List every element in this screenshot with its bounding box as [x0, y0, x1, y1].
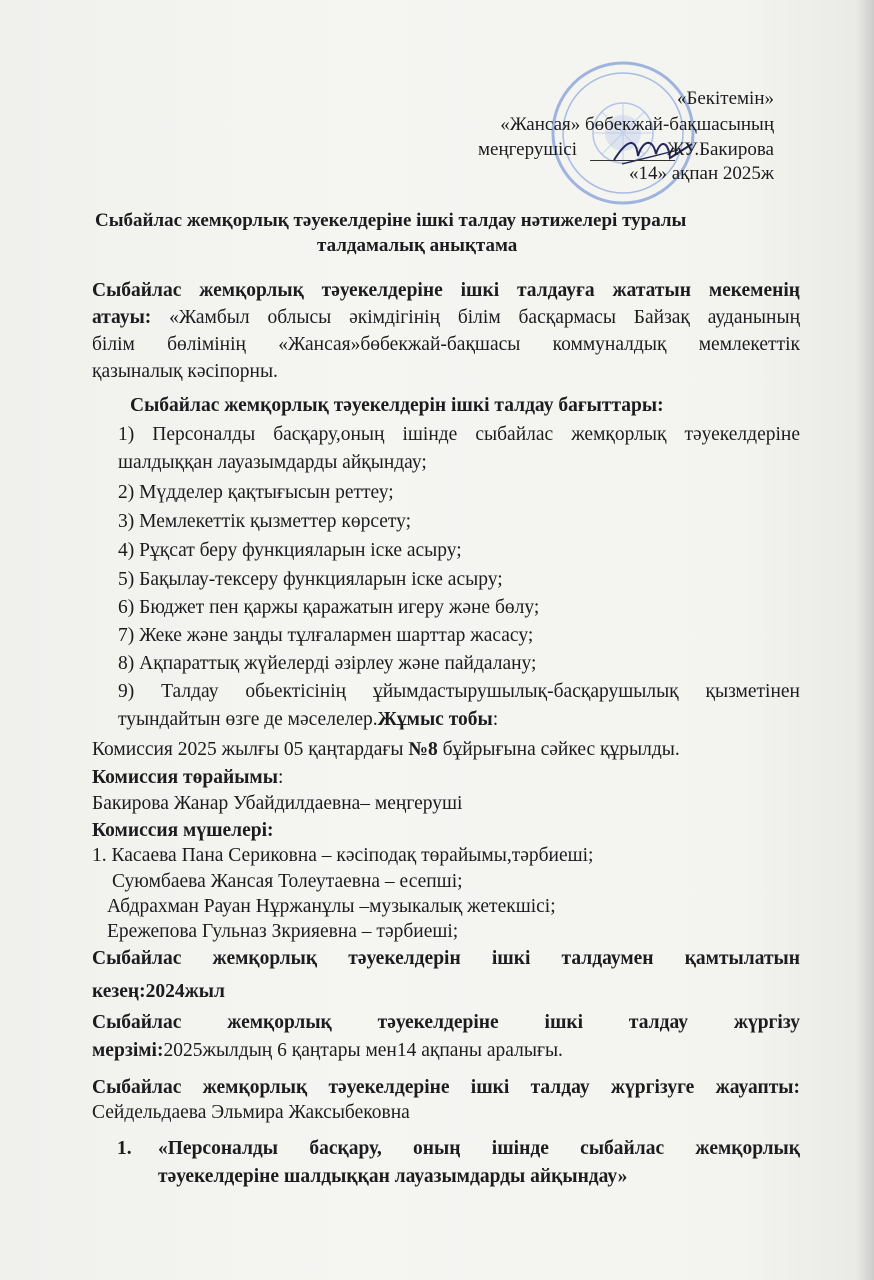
- direction-item-5: 5) Бақылау-тексеру функцияларын іске асыру;: [118, 569, 503, 590]
- direction-item-8: 8) Ақпараттық жүйелерді әзірлеу және пайдалану;: [118, 653, 537, 674]
- term-label: мерзімі:: [92, 1040, 164, 1061]
- chair-label-line: [92, 767, 283, 789]
- section1-title-line1: «Персоналды басқару, оның ішінде сыбайлас жемқорлық: [158, 1138, 800, 1159]
- commission-created-a: Комиссия 2025 жылғы 05 қаңтардағы: [92, 739, 404, 760]
- direction-item-3: 3) Мемлекеттік қызметтер көрсету;: [118, 511, 412, 532]
- direction-item-2: 2) Мүдделер қақтығысын реттеу;: [118, 482, 394, 503]
- direction-item-9b-text: туындайтын өзге де мәселелер.: [118, 709, 378, 730]
- approver-org: «Жансая» бөбекжай-бақшасының: [500, 114, 774, 135]
- page-edge-shadow: [856, 0, 874, 1280]
- org-name-label: атауы:: [92, 307, 152, 328]
- signature-line: [590, 160, 675, 161]
- member-4: Ережепова Гульназ Зкрияевна – тәрбиеші;: [107, 921, 459, 942]
- term-line1: Сыбайлас жемқорлық тәуекелдеріне ішкі талдау жүргізу: [92, 1012, 800, 1033]
- responsible-label: Сыбайлас жемқорлық тәуекелдеріне ішкі талдау жүргізуге жауапты:: [92, 1077, 800, 1098]
- members-label: Комиссия мүшелері:: [92, 820, 274, 841]
- direction-item-1a: 1) Персоналды басқару,оның ішінде сыбайлас жемқорлық тәуекелдеріне: [118, 424, 800, 445]
- approval-label: «Бекітемін»: [676, 88, 774, 109]
- org-name-start: «Жамбыл облысы әкімдігінің білім басқармасы Байзақ ауданының: [169, 307, 801, 328]
- section1-title-line2: тәуекелдеріне шалдыққан лауазымдарды айқындау»: [158, 1166, 628, 1187]
- section1-number: 1.: [117, 1138, 132, 1159]
- member-2: Суюмбаева Жансая Толеутаевна – есепші;: [112, 871, 463, 892]
- doc-title-line2: талдамалық анықтама: [317, 235, 518, 256]
- direction-item-9b: [118, 709, 498, 731]
- chair-label: Комиссия төрайымы: [92, 767, 278, 788]
- org-label-line1: Сыбайлас жемқорлық тәуекелдеріне ішкі талдауға жататын мекеменің: [92, 280, 800, 301]
- directions-heading: Сыбайлас жемқорлық тәуекелдерін ішкі талдау бағыттары:: [130, 395, 664, 416]
- member-3: Абдрахман Рауан Нұржанұлы –музыкалық жетекшісі;: [107, 896, 556, 917]
- approval-date: «14» ақпан 2025ж: [628, 163, 774, 184]
- approver-name: ЖУ.Бакирова: [667, 139, 774, 160]
- org-line3: білім бөлімінің «Жансая»бөбекжай-бақшасы коммуналдық мемлекеттік: [92, 334, 800, 355]
- direction-item-7: 7) Жеке және заңды тұлғалармен шарттар жасасу;: [118, 625, 534, 646]
- period-line1: Сыбайлас жемқорлық тәуекелдерін ішкі талдаумен қамтылатын: [92, 948, 800, 969]
- term-value: 2025жылдың 6 қаңтары мен14 ақпаны аралығы.: [163, 1040, 563, 1061]
- direction-item-6: 6) Бюджет пен қаржы қаражатын игеру және бөлу;: [118, 597, 540, 618]
- direction-item-9a: 9) Талдау обьектісінің ұйымдастырушылық-басқарушылық қызметінен: [118, 681, 800, 702]
- term-line2: [92, 1040, 563, 1062]
- approver-role: меңгерушісі: [478, 139, 577, 160]
- period-line2: кезең:2024жыл: [92, 981, 225, 1002]
- responsible-name: Сейдельдаева Эльмира Жаксыбековна: [92, 1102, 410, 1123]
- commission-created: [92, 739, 680, 761]
- org-line2: [92, 307, 800, 329]
- member-1: 1. Касаева Пана Сериковна – кәсіподақ төрайымы,тәрбиеші;: [92, 845, 594, 866]
- direction-item-4: 4) Рұқсат беру функцияларын іске асыру;: [118, 540, 462, 561]
- org-line4: қазыналық кәсіпорны.: [92, 361, 278, 382]
- chair-colon: :: [277, 767, 284, 788]
- workgroup-label: Жұмыс тобы: [377, 709, 493, 730]
- commission-created-b: бұйрығына сәйкес құрылды.: [442, 739, 680, 760]
- order-number: №8: [408, 739, 438, 760]
- direction-item-1b: шалдыққан лауазымдарды айқындау;: [118, 452, 427, 473]
- chair-name: Бакирова Жанар Убайдилдаевна– меңгеруші: [92, 793, 463, 814]
- workgroup-colon: :: [492, 709, 499, 730]
- doc-title-line1: Сыбайлас жемқорлық тәуекелдеріне ішкі талдау нәтижелері туралы: [95, 210, 687, 231]
